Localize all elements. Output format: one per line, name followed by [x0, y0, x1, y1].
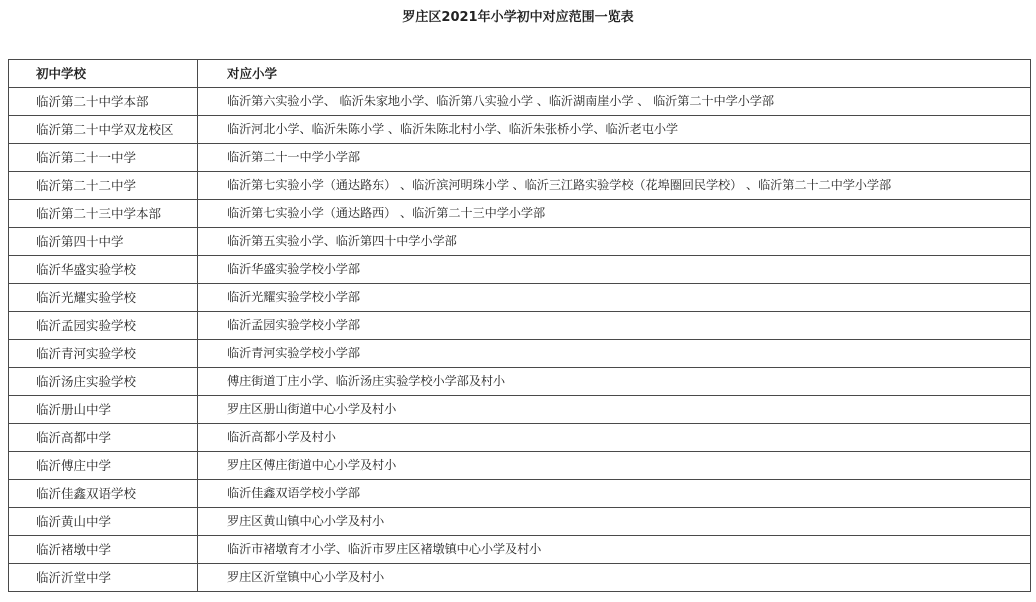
primary-schools-cell: 罗庄区册山街道中心小学及村小	[198, 396, 1031, 424]
middle-school-cell: 临沂第二十一中学	[9, 144, 198, 172]
primary-schools-cell: 临沂孟园实验学校小学部	[198, 312, 1031, 340]
primary-schools-cell: 临沂光耀实验学校小学部	[198, 284, 1031, 312]
table-row	[9, 172, 1031, 200]
table-row	[9, 564, 1031, 592]
header-middle-school: 初中学校	[9, 60, 198, 88]
primary-schools-cell: 罗庄区黄山镇中心小学及村小	[198, 508, 1031, 536]
primary-schools-cell: 临沂第七实验小学（通达路东） 、临沂滨河明珠小学 、临沂三江路实验学校（花埠圈回民学校） 、临沂第二十二中学小学部	[198, 172, 1031, 200]
table-row	[9, 452, 1031, 480]
table-row	[9, 312, 1031, 340]
table-row	[9, 340, 1031, 368]
middle-school-cell: 临沂青河实验学校	[9, 340, 198, 368]
middle-school-cell: 临沂第二十中学双龙校区	[9, 116, 198, 144]
middle-school-cell: 临沂褚墩中学	[9, 536, 198, 564]
primary-schools-cell: 临沂佳鑫双语学校小学部	[198, 480, 1031, 508]
primary-schools-cell: 罗庄区沂堂镇中心小学及村小	[198, 564, 1031, 592]
primary-schools-cell: 临沂华盛实验学校小学部	[198, 256, 1031, 284]
primary-schools-cell: 临沂青河实验学校小学部	[198, 340, 1031, 368]
table-row	[9, 116, 1031, 144]
middle-school-cell: 临沂华盛实验学校	[9, 256, 198, 284]
table-header-row	[9, 60, 1031, 88]
middle-school-cell: 临沂汤庄实验学校	[9, 368, 198, 396]
table-row	[9, 256, 1031, 284]
table-row	[9, 368, 1031, 396]
table-row	[9, 144, 1031, 172]
primary-schools-cell: 临沂市褚墩育才小学、临沂市罗庄区褚墩镇中心小学及村小	[198, 536, 1031, 564]
middle-school-cell: 临沂光耀实验学校	[9, 284, 198, 312]
table-row	[9, 284, 1031, 312]
middle-school-cell: 临沂黄山中学	[9, 508, 198, 536]
primary-schools-cell: 临沂高都小学及村小	[198, 424, 1031, 452]
table-row	[9, 88, 1031, 116]
table-row	[9, 480, 1031, 508]
middle-school-cell: 临沂沂堂中学	[9, 564, 198, 592]
primary-schools-cell: 临沂河北小学、临沂朱陈小学 、临沂朱陈北村小学、临沂朱张桥小学、临沂老屯小学	[198, 116, 1031, 144]
primary-schools-cell: 临沂第五实验小学、临沂第四十中学小学部	[198, 228, 1031, 256]
middle-school-cell: 临沂第二十三中学本部	[9, 200, 198, 228]
middle-school-cell: 临沂高都中学	[9, 424, 198, 452]
table-row	[9, 396, 1031, 424]
table-row	[9, 536, 1031, 564]
middle-school-cell: 临沂孟园实验学校	[9, 312, 198, 340]
middle-school-cell: 临沂第四十中学	[9, 228, 198, 256]
table-row	[9, 200, 1031, 228]
middle-school-cell: 临沂第二十二中学	[9, 172, 198, 200]
table-row	[9, 424, 1031, 452]
school-mapping-table	[8, 59, 1031, 592]
page-title: 罗庄区2021年小学初中对应范围一览表	[402, 10, 634, 25]
middle-school-cell: 临沂第二十中学本部	[9, 88, 198, 116]
primary-schools-cell: 临沂第六实验小学、 临沂朱家地小学、临沂第八实验小学 、临沂湖南崖小学 、 临沂第二十中学小学部	[198, 88, 1031, 116]
middle-school-cell: 临沂册山中学	[9, 396, 198, 424]
middle-school-cell: 临沂佳鑫双语学校	[9, 480, 198, 508]
primary-schools-cell: 傅庄街道丁庄小学、临沂汤庄实验学校小学部及村小	[198, 368, 1031, 396]
table-row	[9, 508, 1031, 536]
primary-schools-cell: 临沂第七实验小学（通达路西） 、临沂第二十三中学小学部	[198, 200, 1031, 228]
table-row	[9, 228, 1031, 256]
header-primary-schools: 对应小学	[198, 60, 1031, 88]
primary-schools-cell: 临沂第二十一中学小学部	[198, 144, 1031, 172]
primary-schools-cell: 罗庄区傅庄街道中心小学及村小	[198, 452, 1031, 480]
middle-school-cell: 临沂傅庄中学	[9, 452, 198, 480]
